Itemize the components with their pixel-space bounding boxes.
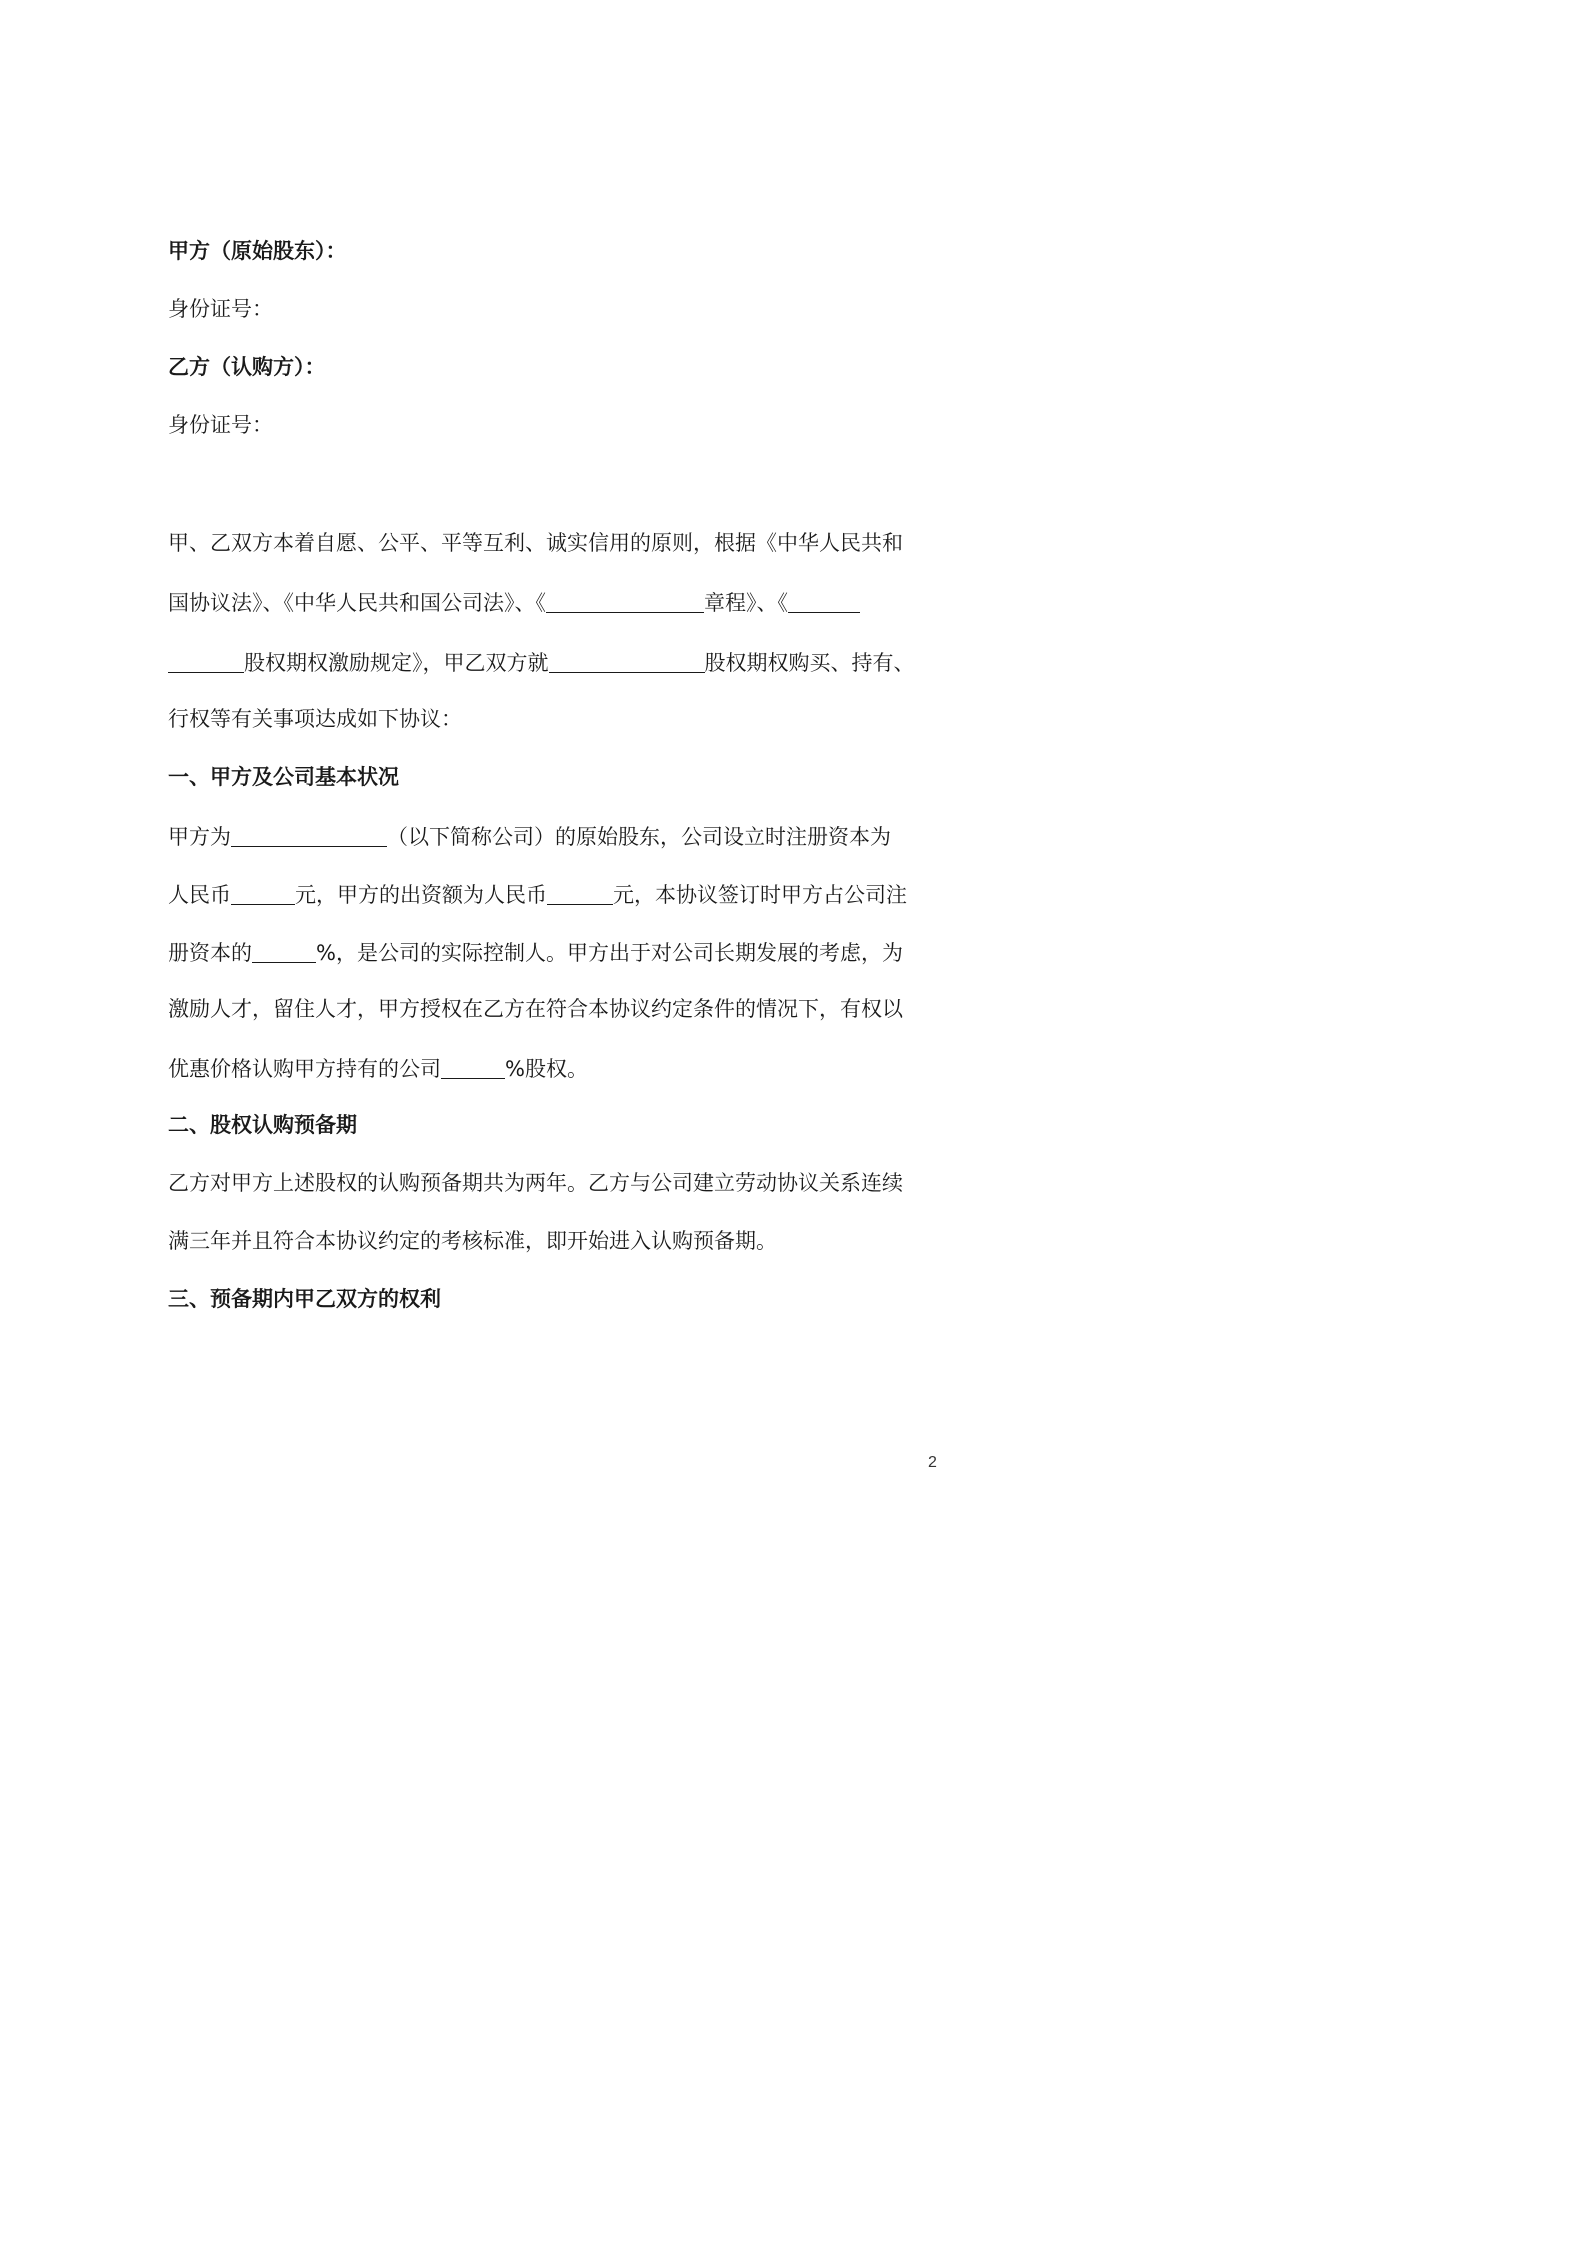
contribution-amount-blank bbox=[547, 882, 613, 905]
section-1-line-3-text-b: %，是公司的实际控制人。甲方出于对公司长期发展的考虑，为 bbox=[316, 941, 903, 965]
section-1-title: 一、甲方及公司基本状况 bbox=[168, 765, 399, 789]
company-full-name-blank bbox=[231, 824, 387, 847]
section-1-line-3-text-a: 册资本的 bbox=[168, 941, 252, 965]
section-1-line-1-text-b: （以下简称公司）的原始股东，公司设立时注册资本为 bbox=[387, 825, 891, 849]
section-1-line-3 bbox=[168, 938, 948, 968]
registered-capital-blank bbox=[231, 882, 295, 905]
regulation-name-blank-end bbox=[168, 650, 244, 673]
company-name-blank bbox=[546, 590, 704, 613]
party-b-id-label: 身份证号： bbox=[168, 413, 273, 437]
section-1-line-5 bbox=[168, 1054, 948, 1084]
section-2-line-1: 乙方对甲方上述股权的认购预备期共为两年。乙方与公司建立劳动协议关系连续 bbox=[168, 1171, 903, 1195]
intro-line-3-text-b: 股权期权购买、持有、 bbox=[704, 651, 915, 675]
section-1-line-2-text-b: 元，甲方的出资额为人民币 bbox=[295, 883, 547, 907]
intro-line-2-text-b: 章程》、《 bbox=[704, 591, 788, 615]
section-3-title: 三、预备期内甲乙双方的权利 bbox=[168, 1287, 441, 1311]
option-company-blank bbox=[549, 650, 705, 673]
section-1-line-2 bbox=[168, 880, 948, 910]
section-1-line-1 bbox=[168, 822, 948, 852]
section-1-line-4: 激励人才，留住人才，甲方授权在乙方在符合本协议约定条件的情况下，有权以 bbox=[168, 997, 903, 1021]
share-percent-blank bbox=[252, 940, 316, 963]
intro-line-1: 甲、乙双方本着自愿、公平、平等互利、诚实信用的原则，根据《中华人民共和 bbox=[168, 531, 903, 555]
section-2-title: 二、股权认购预备期 bbox=[168, 1113, 357, 1137]
section-1-line-2-text-a: 人民币 bbox=[168, 883, 231, 907]
option-percent-blank bbox=[441, 1056, 505, 1079]
intro-line-2-text-a: 国协议法》、《中华人民共和国公司法》、《 bbox=[168, 591, 546, 615]
document-page bbox=[0, 0, 1100, 1556]
section-1-line-1-text-a: 甲方为 bbox=[168, 825, 231, 849]
page-number: 2 bbox=[928, 1454, 937, 1471]
regulation-name-blank-start bbox=[788, 590, 860, 613]
section-1-line-5-text-a: 优惠价格认购甲方持有的公司 bbox=[168, 1057, 441, 1081]
party-a-id-label: 身份证号： bbox=[168, 297, 273, 321]
party-a-label: 甲方（原始股东）： bbox=[168, 239, 347, 263]
section-2-line-2: 满三年并且符合本协议约定的考核标准，即开始进入认购预备期。 bbox=[168, 1229, 777, 1253]
intro-line-3 bbox=[168, 648, 948, 678]
intro-line-3-text-a: 股权期权激励规定》，甲乙双方就 bbox=[244, 651, 549, 675]
intro-line-2 bbox=[168, 588, 948, 618]
party-b-label: 乙方（认购方）： bbox=[168, 355, 326, 379]
section-1-line-5-text-b: %股权。 bbox=[505, 1057, 588, 1081]
section-1-line-2-text-c: 元，本协议签订时甲方占公司注 bbox=[613, 883, 907, 907]
intro-line-4: 行权等有关事项达成如下协议： bbox=[168, 707, 462, 731]
